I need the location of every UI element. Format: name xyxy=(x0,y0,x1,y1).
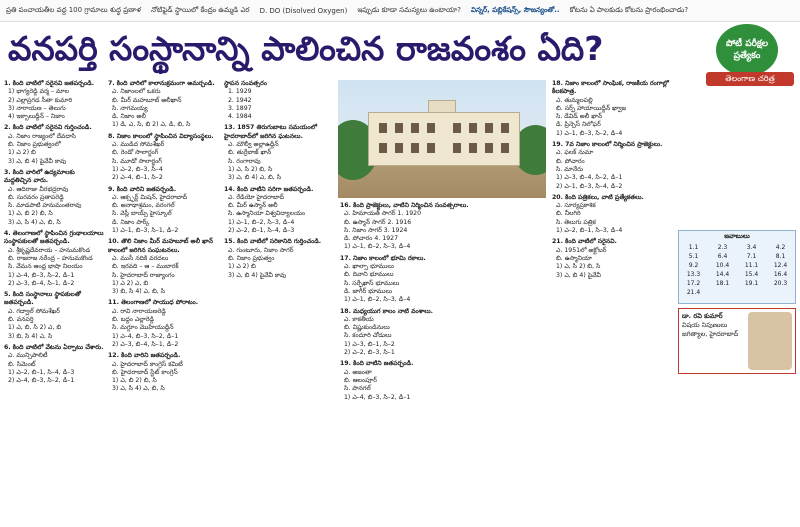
answers-title: జవాబులు xyxy=(724,232,750,240)
top-strip-item: D. DO (Disolved Oxygen) xyxy=(259,6,348,15)
question-option: ఎ. 1951లో అక్టోబర్ xyxy=(556,246,607,254)
question-option: 1) భాగ్యరెడ్డి వర్మ – మాల xyxy=(8,88,69,96)
question-option: ఎ. మున్సిపాలిటీ xyxy=(8,352,48,360)
question-option: 1) ఎ–4, బి–3, సి–2, డి–1 xyxy=(344,393,411,401)
question-text: 4. తెలంగాణలో స్థాపించిన గ్రంథాలయాలు సంస్థాపకులతో జతపర్చండి. xyxy=(4,230,104,246)
answers-row xyxy=(679,279,795,288)
question-text: 12. కింది వారిని జతపర్చండి. xyxy=(108,352,181,360)
question-option: ఎ. హిమాయత్ సాగర్ 1. 1920 xyxy=(344,210,422,218)
question-option: డి. నిజాం అలీ xyxy=(112,113,146,121)
question-text: 3. కింది వారిలో ఉద్యమాలకు మద్దతిచ్చిన వారు. xyxy=(4,168,75,185)
question-option: ఎ. నిజాం రాజ్యంలో దేవదాసి xyxy=(8,132,76,140)
answers-row xyxy=(679,270,795,279)
question-text: 18. మధ్యయుగ కాలం నాటి వంశాలు. xyxy=(340,307,433,315)
question-option: 1) ఎ, సి 2) బి, సి xyxy=(556,263,601,271)
answer-cell: 5.1 xyxy=(688,253,699,260)
answer-cell: 16.4 xyxy=(773,271,788,278)
question-option: 3) ఎ, సి 4) ఎ, బి, సి xyxy=(112,385,165,393)
top-strip-item: ఇప్పుడు కూడా సమస్యలు ఉంటాయా? xyxy=(357,5,461,14)
question-option: బి. నిజాం ప్రభుత్వం xyxy=(228,254,275,262)
question-option: 1) ఎ–2, బి–1, సి–3, డి–4 xyxy=(556,227,623,235)
question-option: సి. వెస్లీ బాయ్స్ హైస్కూల్ xyxy=(112,210,172,218)
answer-cell xyxy=(737,288,766,297)
question-option: ఎ. నిజాంలలో ఒకరు xyxy=(112,88,161,96)
author-role: విషయ నిపుణులు xyxy=(682,321,728,329)
question-option: సి. డేవిడ్ అలీ ఖాన్ xyxy=(556,113,603,121)
question-text: 19. కింది వాటిని జతపర్చండి. xyxy=(340,360,414,368)
answer-cell: 8.1 xyxy=(775,253,786,260)
question-block xyxy=(108,186,220,236)
answer-cell: 20.3 xyxy=(773,280,788,287)
question-option: 1) ఎ 2) బి xyxy=(8,149,36,157)
question-option: బి. తుర్రేబాజ్ ఖాన్ xyxy=(228,149,272,157)
question-block xyxy=(4,124,104,165)
top-strip-item: విన్నర్, పబ్లికేషన్స్, సౌజన్యంతో.. xyxy=(471,5,560,14)
question-option: బి. అనాథాశ్రమం, వరంగల్ xyxy=(112,202,175,210)
question-option: సి. వేమన ఆంధ్ర భాషా నిలయం xyxy=(8,263,83,271)
question-option: ఎ. రేడియో హైదరాబాద్ xyxy=(228,193,285,201)
answer-cell: 15.4 xyxy=(744,271,759,278)
badge-ribbon: తెలంగాణ చరిత్ర xyxy=(706,72,794,86)
question-option: 1) డి, ఎ, సి, బి 2) ఎ, డి, బి, సి xyxy=(112,121,191,129)
question-block xyxy=(4,291,104,341)
answer-cell: 3.4 xyxy=(746,244,757,251)
top-strip-item: నోటిఫైడ్ స్థాయిలో కేంద్రం ఉమ్మడి ఎర xyxy=(150,5,250,14)
question-block xyxy=(552,194,674,235)
answer-cell: 6.4 xyxy=(717,253,728,260)
question-block xyxy=(108,299,220,349)
question-option: ఎ. కాకతీయ xyxy=(344,315,374,323)
question-text: 14. కింది వాటిని సరిగా జతపర్చండి. xyxy=(224,185,314,193)
question-block xyxy=(4,80,104,121)
question-option: 1) ఎ, సి 2) బి, సి xyxy=(228,165,273,173)
question-option: 3) బి, సి 4) ఎ, సి xyxy=(8,332,53,340)
question-option: బి. నిజాం ప్రభుత్వంలో xyxy=(8,141,61,149)
question-option: 1) ఎ–1, బి–2, సి–3, డి–4 xyxy=(228,218,295,226)
question-option: బి. సర్ఫ్ హాయాయిద్దీన్ ఖ్వాజ xyxy=(556,104,627,112)
question-option: సి. కందూరి చోడులు xyxy=(344,332,392,340)
palace-photo xyxy=(338,80,546,198)
question-option: 3) ఎ, బి 4) పైవేవీ కావు xyxy=(8,157,67,165)
answer-cell: 18.1 xyxy=(715,280,730,287)
question-option: 1) ఎ, బి, సి 2) ఎ, బి xyxy=(8,324,62,332)
question-option: 1. 1929 xyxy=(228,88,252,96)
question-block xyxy=(552,238,674,279)
question-option: బి. ఇరవది – ఆ – ముబారక్ xyxy=(112,263,179,271)
question-option: సి. మూడో సాలార్జంగ్ xyxy=(112,157,162,165)
answer-cell: 17.2 xyxy=(686,280,701,287)
question-option: డి. జాగీర్ భూములు xyxy=(344,287,393,295)
answer-cell: 2.3 xyxy=(717,244,728,251)
question-option: ఎ. ఫలక్ నుమా xyxy=(556,149,594,157)
question-text: 16. కింది ప్రాజెక్టులు, వాటిని నిర్మించిన సంవత్సరాలు. xyxy=(340,202,469,209)
question-text: 11. తెలంగాణలో సాయుధ పోరాటం. xyxy=(108,299,199,307)
question-option: 2) ఎ–2, బి–3, సి–1 xyxy=(344,349,395,357)
question-option: ఎ. ముసీ నదికి వరదలు xyxy=(112,254,169,262)
question-text: 9. కింది వారిని జతపర్చండి. xyxy=(108,185,177,193)
question-option: బి. రెండో సాలార్జంగ్ xyxy=(112,149,159,157)
question-block xyxy=(224,238,334,279)
question-option: 4) ఇక్బాలుద్దీన్ – నిజాం xyxy=(8,113,65,121)
question-option: 1) ఎ–3, బి–1, సి–2 xyxy=(344,340,395,348)
question-option: 2) ఎ–4, బి–3, సి–2, డి–1 xyxy=(8,377,75,385)
question-text: 2. కింది వాటిలో సరైనవి గుర్తించండి. xyxy=(4,124,92,132)
question-text: 6. కింది వాటిలో వేటను ఏర్పాటు చేశారు. xyxy=(4,343,104,351)
answer-cell: 1.1 xyxy=(688,244,699,251)
answers-row xyxy=(679,252,795,261)
question-option: బి. సిమెంట్ xyxy=(8,360,36,368)
question-text: 5. కింది సంస్థానాలు స్థాపకులతో జతపర్చండి. xyxy=(4,291,81,307)
question-block xyxy=(340,360,548,401)
question-option: సి. మాడపాటి హనుమంతరావు xyxy=(8,202,82,210)
question-option: 2) ఎల్లాప్రగడ సీతా కుమారి xyxy=(8,96,73,104)
question-text: 10. తొలి నిజాం మీర్ మహబూబ్ అలీ ఖాన్ కాలంలో జరిగిన సంఘటనలు. xyxy=(108,238,213,254)
answers-row xyxy=(679,243,795,252)
question-text: 19. 7వ నిజాం కాలంలో నిర్మించిన ప్రాజెక్టులు. xyxy=(552,141,663,149)
question-option: ఎ. సూర్యప్రకాశిక xyxy=(556,202,596,210)
question-option: 3) బి, సి 4) ఎ, బి, సి xyxy=(112,288,166,296)
column-1 xyxy=(4,80,104,520)
question-option: 1) ఎ, బి 2) బి, సి xyxy=(112,377,157,385)
question-option: డి. ప్రిన్సెస్ నిలోఫర్ xyxy=(556,121,601,129)
question-block xyxy=(4,169,104,227)
question-option: ఎ. రావి నారాయణరెడ్డి xyxy=(112,307,166,315)
question-option: 3) ఎ, బి 4) ఎ, బి, సి xyxy=(228,174,282,182)
question-block xyxy=(4,230,104,288)
question-text: 8. నిజాం కాలంలో స్థాపించిన విద్యాసంస్థలు. xyxy=(108,132,214,140)
question-block xyxy=(224,124,334,182)
question-option: 3) ఎ, బి 4) పైవేవీ కావు xyxy=(228,271,287,279)
question-text: 17. నిజాం కాలంలో భూమి రకాలు. xyxy=(340,254,426,262)
question-option: 2) ఎ–1, బి–3, సి–4, డి–2 xyxy=(556,182,623,190)
top-strip-item: కోటను ఏ పాలకుడు కోటను ప్రారంభించాడు? xyxy=(569,5,689,14)
answers-row xyxy=(679,261,795,270)
question-option: బి. దివాని భూములు xyxy=(344,271,394,279)
answer-cell xyxy=(708,288,737,297)
question-option: డి. పోచారం 4. 1927 xyxy=(344,235,399,243)
question-option: 1) ఎ–4, బి–3, సి–2, డి–1 xyxy=(8,271,75,279)
question-option: సి. సర్ఫేఖాస్ భూములు xyxy=(344,279,400,287)
question-option: ఎ. గుంటూరు, నిజాం సాగర్ xyxy=(228,246,294,254)
question-option: బి. బద్దం ఎల్లారెడ్డి xyxy=(112,316,154,324)
question-block xyxy=(4,344,104,385)
question-option: ఎ. గద్వాల్ సోమశేఖర్ xyxy=(8,307,60,315)
question-block xyxy=(108,80,220,130)
question-option: సి. నిజాం సాగర్ 3. 1924 xyxy=(344,226,408,234)
question-option: డి. నిజాం పార్క్ xyxy=(112,218,150,226)
question-option: బి. ఉస్మానియా xyxy=(556,254,592,262)
question-option: 1) ఎ–1, బి–2, సి–3, డి–4 xyxy=(344,296,411,304)
question-block xyxy=(108,238,220,296)
question-text: 20. కింది పత్రికలు, వాటి ప్రత్యేకతలు. xyxy=(552,193,644,201)
question-option: ఎ. ఆక్స్ఫర్డ్ మిషన్, హైదరాబాద్ xyxy=(112,193,188,201)
question-option: బి. పోచారం xyxy=(556,157,585,165)
top-strip xyxy=(0,0,800,22)
question-option: 3) ఎ, బి 4) పైవేవీ xyxy=(556,271,601,279)
question-option: బి. వనపర్తి xyxy=(8,316,34,324)
question-option: ఎ. శ్రీకృష్ణదేవరాయ – హనుమకొండ xyxy=(8,246,91,254)
headline: వనపర్తి సంస్థానాన్ని పాలించిన రాజవంశం ఏది? xyxy=(8,29,604,68)
question-option: ఎ. ముడిద సోమశేఖర్ xyxy=(112,141,165,149)
question-option: 1) ఎ 2) ఎ, బి xyxy=(112,279,149,287)
question-option: బి. సురవరం ప్రతాపరెడ్డి xyxy=(8,193,64,201)
question-option: బి. రాజరాజ నరేంద్ర – హనుమకొండ xyxy=(8,254,93,262)
question-text: స్థాపన సంవత్సరం xyxy=(224,80,267,87)
answer-cell: 4.2 xyxy=(775,244,786,251)
question-option: బి. నీలగిరి xyxy=(556,210,581,218)
question-option: సి. తెలుగు పత్రిక xyxy=(556,218,596,226)
question-text: 7. కింది వారిలో కాలానుక్రమంగా అమర్చండి. xyxy=(108,80,215,87)
answer-cell: 13.3 xyxy=(686,271,701,278)
question-block xyxy=(340,202,548,252)
answer-cell xyxy=(766,288,795,297)
question-text: 1. కింది వాటిలో సరైనవి జతపర్చండి. xyxy=(4,80,95,87)
author-photo xyxy=(748,312,792,370)
question-option: సి. పానగల్ xyxy=(344,385,371,393)
author-place: జగిత్యాల, హైదరాబాద్ xyxy=(682,330,739,338)
question-block xyxy=(340,255,548,305)
question-option: ఎ. మౌల్వీ అల్లాఉద్దీన్ xyxy=(228,141,279,149)
question-option: ఎ. ఆదిరాజు వీరభద్రరావు xyxy=(8,185,69,193)
question-option: 3) నారాయణ – తెలుగు xyxy=(8,104,66,112)
question-block xyxy=(552,141,674,191)
answers-table xyxy=(679,243,795,297)
question-option: బి. ఆలంపూర్ xyxy=(344,376,377,384)
question-text: 13. 1857 తిరుగుబాటు సమయంలో హైదరాబాద్‌లో జరిగిన ఘటనలు. xyxy=(224,124,317,140)
question-option: 2) ఎ–2, బి–1, సి–4, డి–3 xyxy=(228,227,295,235)
answers-box xyxy=(678,230,796,304)
question-option: ఎ. తుమ్మలపల్లి xyxy=(556,96,593,104)
question-option: సి. రంగారావు xyxy=(228,157,261,165)
question-option: 1) ఎ–2, బి–1, సి–4, డి–3 xyxy=(8,368,75,376)
question-option: సి. మానేరు xyxy=(556,165,583,173)
answers-row xyxy=(679,288,795,297)
column-2 xyxy=(108,80,220,520)
question-option: బి. ఉస్మాన్ సాగర్ 2. 1916 xyxy=(344,218,412,226)
question-option: ఎ. హైదరాబాద్ కాంగ్రెస్ కమిటీ xyxy=(112,360,183,368)
question-option: సి. ఉస్మానియా విశ్వవిద్యాలయం xyxy=(228,210,306,218)
question-option: 2. 1942 xyxy=(228,96,252,104)
column-3 xyxy=(224,80,334,520)
question-text: 21. కింది వాటిలో సరైనవి. xyxy=(552,238,617,246)
question-block xyxy=(340,308,548,358)
question-block xyxy=(552,80,674,138)
question-option: సి. నాగమయ్య xyxy=(112,104,148,112)
question-block xyxy=(224,186,334,236)
question-option: ఎ. అజంతా xyxy=(344,368,372,376)
answer-cell: 7.1 xyxy=(746,253,757,260)
column-5 xyxy=(552,80,674,520)
question-option: 1) ఎ–1, బి–2, సి–3, డి–4 xyxy=(344,243,411,251)
question-option: 1) ఎ–2, బి–3, సి–4 xyxy=(112,165,163,173)
question-option: 1) ఎ–1, బి–3, సి–2, డి–4 xyxy=(556,129,623,137)
question-option: బి. మీర్ ఉస్మాన్ అలీ xyxy=(228,202,278,210)
column-4 xyxy=(340,202,548,520)
question-option: సి. మగ్దూం మొహియుద్దీన్ xyxy=(112,324,174,332)
question-option: సి. హైదరాబాద్ రాజ్యాంగం xyxy=(112,271,175,279)
answer-cell: 12.4 xyxy=(773,262,788,269)
question-option: 4. 1984 xyxy=(228,113,252,121)
author-box xyxy=(678,308,796,374)
top-strip-item: ప్రతి పంచాయతీల వద్ద 100 గ్రామాలు శుద్ధ ప్రణాళ xyxy=(6,5,141,14)
question-block xyxy=(108,352,220,393)
question-option: 2) ఎ–3, బి–4, సి–1, డి–2 xyxy=(8,279,75,287)
question-block xyxy=(108,133,220,183)
question-option: 3) ఎ, సి 4) ఎ, బి, సి xyxy=(8,218,61,226)
answer-cell: 9.2 xyxy=(688,262,699,269)
question-text: 18. నిజాం కాలంలో సాంఘిక, రాజకీయ రంగాల్లో కీలకపాత్ర. xyxy=(552,80,669,96)
author-name: డా. రవి కుమార్ xyxy=(682,312,723,320)
question-option: 1) ఎ 2) బి xyxy=(228,263,256,271)
question-option: 2) ఎ–4, బి–1, సి–2 xyxy=(112,174,163,182)
question-text: 15. కింది వాటిలో సరికానిది గుర్తించండి. xyxy=(224,238,322,246)
question-option: బి. హైదరాబాద్ స్టేట్ కాంగ్రెస్ xyxy=(112,368,178,376)
question-option: ఎ. ఖాల్సా భూములు xyxy=(344,263,394,271)
answer-cell: 21.4 xyxy=(686,289,701,296)
question-option: 1) ఎ–4, బి–3, సి–2, డి–1 xyxy=(112,332,179,340)
question-option: 1) ఎ–1, బి–3, సి–1, డి–2 xyxy=(112,227,179,235)
question-option: 1) ఎ, బి 2) బి, సి xyxy=(8,210,53,218)
answer-cell: 14.4 xyxy=(715,271,730,278)
section-badge xyxy=(706,24,796,86)
question-block xyxy=(224,80,334,121)
question-option: బి. మీర్ మహబూబ్ అలీఖాన్ xyxy=(112,96,182,104)
answer-cell: 11.1 xyxy=(744,262,759,269)
question-option: 3. 1897 xyxy=(228,104,252,112)
badge-circle: పోటీ పరీక్షల ప్రత్యేకం xyxy=(716,24,778,76)
question-option: 1) ఎ–3, బి–4, సి–2, డి–1 xyxy=(556,174,623,182)
question-option: బి. విష్ణుకుండినులు xyxy=(344,324,390,332)
answer-cell: 10.4 xyxy=(715,262,730,269)
question-option: 2) ఎ–3, బి–4, సి–1, డి–2 xyxy=(112,340,179,348)
answer-cell: 19.1 xyxy=(744,280,759,287)
